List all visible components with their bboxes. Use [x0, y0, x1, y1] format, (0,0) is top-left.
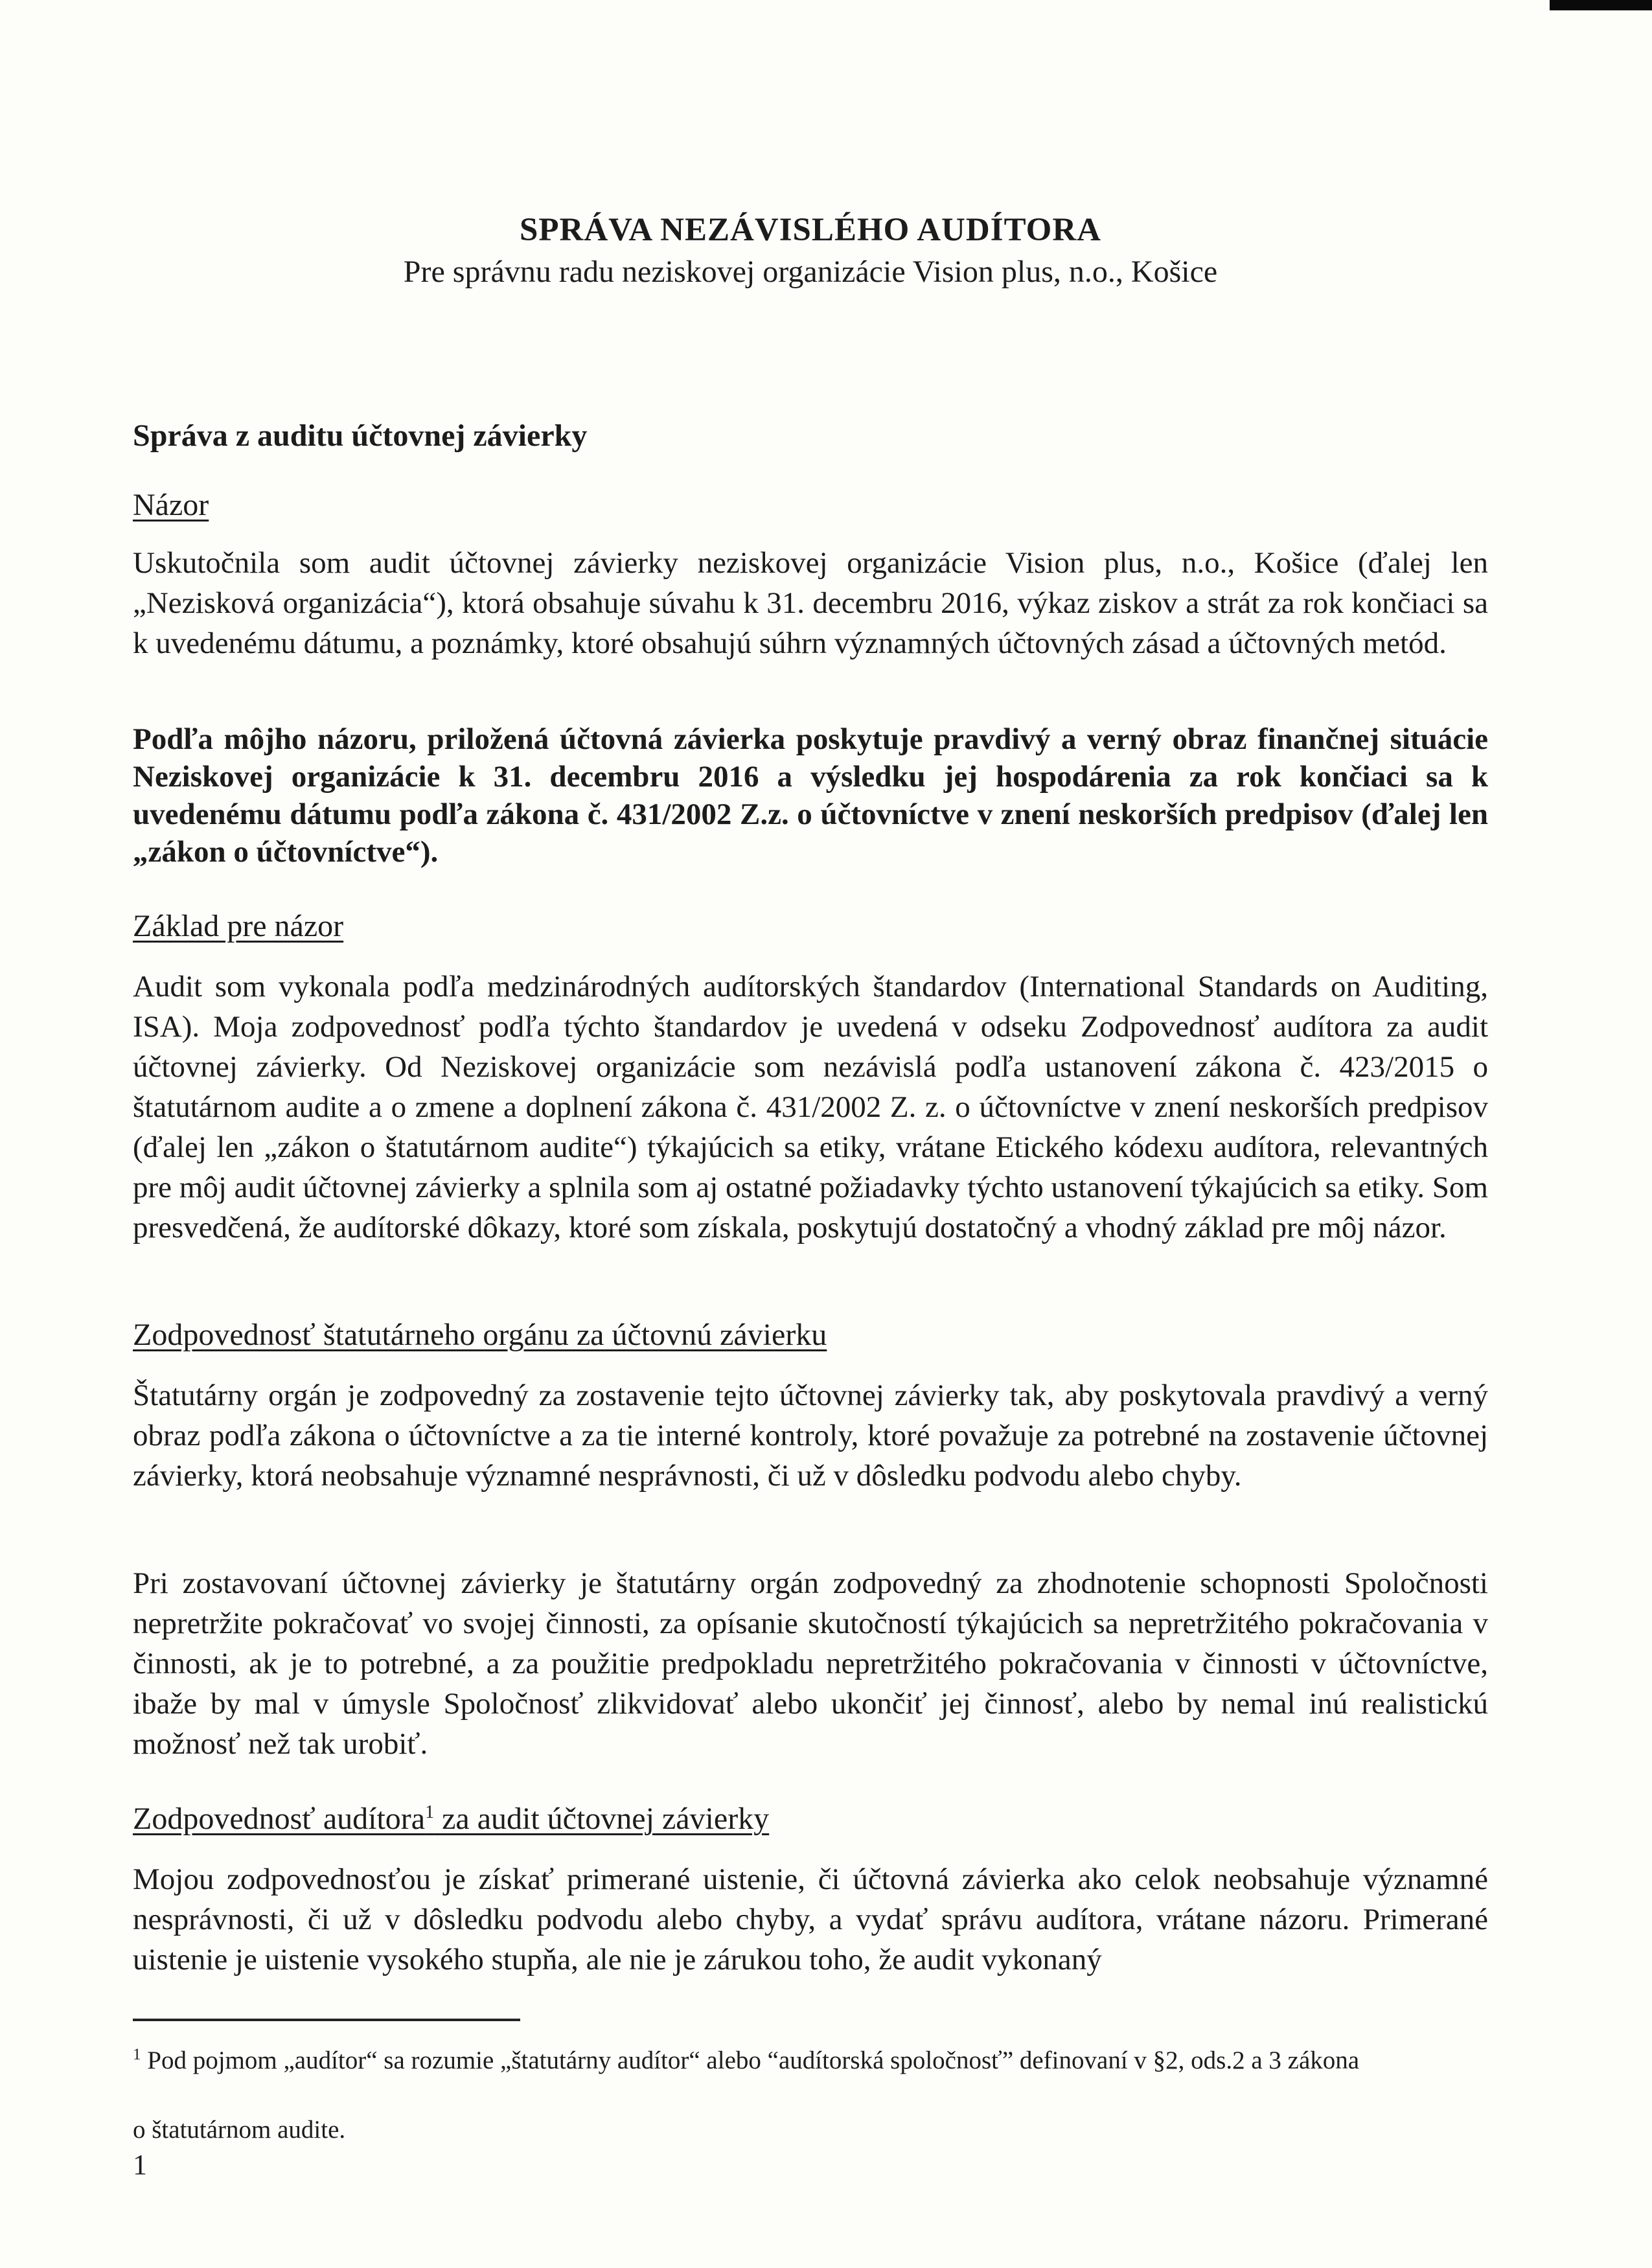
scan-artifact-corner-mark — [1550, 0, 1652, 10]
heading-opinion — [133, 487, 1488, 523]
heading-auditor-responsibility — [133, 1801, 1488, 1837]
footnote-line-1 — [133, 2044, 1488, 2078]
heading-opinion-label: Názor — [133, 488, 209, 522]
paragraph-management-responsibility-1: Štatutárny orgán je zodpovedný za zostavenie tejto účtovnej závierky tak, aby poskytovala pravdivý a verný obraz podľa zákona o účtovníctve a za tie interné kontroly, ktoré považuje za potrebné na zostavenie účtovnej závierky, ktorá neobsahuje významné nesprávnosti, či už v dôsledku podvodu alebo chyby. — [133, 1379, 1488, 1493]
document-addressee: Pre správnu radu neziskovej organizácie Vision plus, n.o., Košice — [403, 255, 1218, 289]
footnote-marker: 1 — [133, 2046, 141, 2063]
heading-auditor-responsibility-post: za audit účtovnej závierky — [434, 1802, 770, 1836]
footnote-text: Pod pojmom „audítor“ sa rozumie „štatutárny audítor“ alebo “audítorská spoločnosť” definovaní v §2, ods.2 a 3 zákona — [141, 2046, 1360, 2074]
paragraph-basis-for-opinion: Audit som vykonala podľa medzinárodných audítorských štandardov (International Standards on Auditing, ISA). Moja zodpovednosť podľa týchto štandardov je uvedená v odseku Zodpovednosť audítora za audit účtovnej závierky. Od Neziskovej organizácie som nezávislá podľa ustanovení zákona č. 423/2015 o štatutárnom audite a o zmene a doplnení zákona č. 431/2002 Z. z. o účtovníctve v znení neskorších predpisov (ďalej len „zákon o štatutárnom audite“) týkajúcich sa etiky, vrátane Etického kódexu audítora, relevantných pre môj audit účtovnej závierky a splnila som aj ostatné požiadavky týchto ustanovení týkajúcich sa etiky. Som presvedčená, že audítorské dôkazy, ktoré som získala, poskytujú dostatočný a vhodný základ pre môj názor. — [133, 970, 1488, 1244]
paragraph-management-responsibility-2: Pri zostavovaní účtovnej závierky je štatutárny orgán zodpovedný za zhodnotenie schopnosti Spoločnosti nepretržite pokračovať vo svojej činnosti, za opísanie skutočností týkajúcich sa nepretržitého pokračovania v činnosti, ak je to potrebné, a za použitie predpokladu nepretržitého pokračovania v činnosti v účtovníctve, ibaže by mal v úmysle Spoločnosť zlikvidovať alebo ukončiť jej činnosť, alebo by nemal inú realistickú možnosť než tak urobiť. — [133, 1566, 1488, 1761]
paragraph-opinion-statement: Podľa môjho názoru, priložená účtovná závierka poskytuje pravdivý a verný obraz finančnej situácie Neziskovej organizácie k 31. decembru 2016 a výsledku jej hospodárenia za rok končiaci sa k uvedenému dátumu podľa zákona č. 431/2002 Z.z. o účtovníctve v znení neskorších predpisov (ďalej len „zákon o účtovníctve“). — [133, 722, 1488, 869]
heading-management-responsibility-label: Zodpovednosť štatutárneho orgánu za účtovnú závierku — [133, 1318, 827, 1352]
heading-auditor-responsibility-label — [133, 1802, 769, 1836]
heading-basis-label: Základ pre názor — [133, 909, 344, 943]
paragraph-auditor-responsibility: Mojou zodpovednosťou je získať primerané uistenie, či účtovná závierka ako celok neobsahuje významné nesprávnosti, či už v dôsledku podvodu alebo chyby, a vydať správu audítora, vrátane názoru. Primerané uistenie je uistenie vysokého stupňa, ale nie je zárukou toho, že audit vykonaný — [133, 1862, 1488, 1976]
heading-basis-for-opinion — [133, 908, 1488, 944]
paragraph-opinion-intro: Uskutočnila som audit účtovnej závierky neziskovej organizácie Vision plus, n.o., Košice (ďalej len „Nezisková organizácia“), ktorá obsahuje súvahu k 31. decembru 2016, výkaz ziskov a strát za rok končiaci sa k uvedenému dátumu, a poznámky, ktoré obsahujú súhrn významných účtovných zásad a účtovných metód. — [133, 546, 1488, 660]
page-number: 1 — [133, 2149, 147, 2181]
document-title: SPRÁVA NEZÁVISLÉHO AUDÍTORA — [519, 212, 1101, 248]
footnote-reference: 1 — [425, 1802, 435, 1822]
footnote-line-2: o štatutárnom audite. — [133, 2116, 346, 2144]
heading-auditor-responsibility-pre: Zodpovednosť audítora — [133, 1802, 426, 1836]
report-section-title: Správa z auditu účtovnej závierky — [133, 418, 588, 453]
heading-management-responsibility — [133, 1317, 1488, 1353]
footnote-separator-rule — [133, 2019, 520, 2021]
